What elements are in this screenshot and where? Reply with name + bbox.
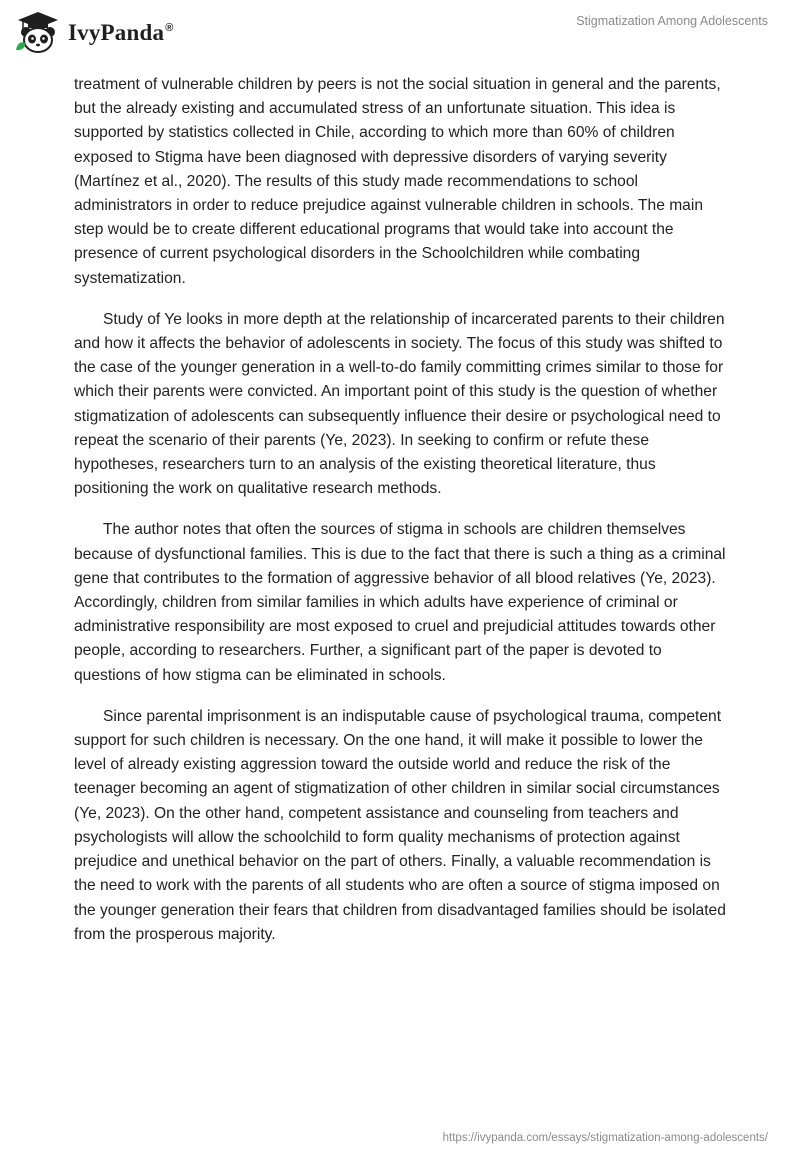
paragraph: The author notes that often the sources of stigma in schools are children themselves because of dysfunctional families. This is due to the fact that there is such a thing as a criminal gene that contributes to the formation of aggressive behavior of all blood relatives (Ye, 2023). Accordingly, children from similar families in which adults have experience of criminal or administrative responsibility are most exposed to cruel and prejudicial attitudes towards other people, according to researchers. Further, a significant part of the paper is devoted to questions of how stigma can be eliminated in schools.	[74, 521, 726, 684]
page-header	[0, 0, 800, 70]
ivypanda-logo[interactable]	[14, 10, 174, 56]
document-title: Stigmatization Among Adolescents	[576, 14, 768, 28]
source-url-link[interactable]: https://ivypanda.com/essays/stigmatization-among-adolescents/	[442, 1132, 768, 1144]
panda-graduate-icon	[14, 10, 62, 56]
essay-body	[74, 73, 730, 964]
paragraph: Since parental imprisonment is an indisputable cause of psychological trauma, competent support for such children is necessary. On the one hand, it will make it possible to lower the level of already existing aggression toward the outside world and reduce the risk of the teenager becoming an agent of stigmatization of other children in similar social circumstances (Ye, 2023). On the other hand, competent assistance and counseling from teachers and psychologists will allow the schoolchild to form quality mechanisms of protection against prejudice and unethical behavior on the part of others. Finally, a valuable recommendation is the need to work with the parents of all students who are often a source of stigma imposed on the younger generation their fears that children from disadvantaged families should be isolated from the prosperous majority.	[74, 707, 726, 943]
paragraph: treatment of vulnerable children by peers is not the social situation in general and the parents, but the already existing and accumulated stress of an unfortunate situation. This idea is supported by statistics collected in Chile, according to which more than 60% of children exposed to Stigma have been diagnosed with depressive disorders of varying severity (Martínez et al., 2020). The results of this study made recommendations to school administrators in order to reduce prejudice against vulnerable children in schools. The main step would be to create different educational programs that would take into account the presence of current psychological disorders in the Schoolchildren while combating systematization.	[74, 76, 721, 287]
registered-mark: ®	[165, 22, 174, 35]
brand-name: IvyPanda®	[68, 20, 174, 45]
paragraph: Study of Ye looks in more depth at the relationship of incarcerated parents to their children and how it affects the behavior of adolescents in society. The focus of this study was shifted to the case of the younger generation in a well-to-do family committing crimes similar to those for which their parents were convicted. An important point of this study is the question of whether stigmatization of adolescents can subsequently influence their desire or psychological need to repeat the scenario of their parents (Ye, 2023). In seeking to confirm or refute these hypotheses, researchers turn to an analysis of the existing theoretical literature, thus positioning the work on qualitative research methods.	[74, 310, 725, 498]
